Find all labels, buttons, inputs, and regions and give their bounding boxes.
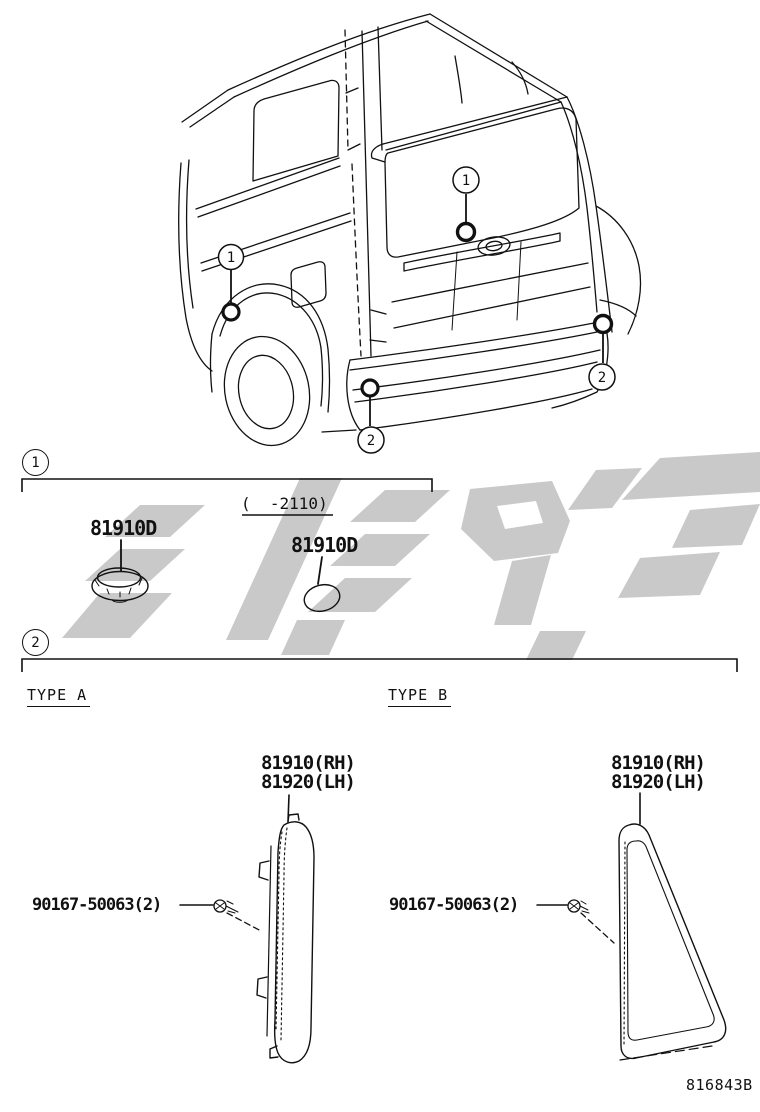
marker-2-right xyxy=(595,316,612,333)
type-b-part-lh[interactable]: 81920(LH) xyxy=(611,771,705,793)
marker-2-left xyxy=(362,380,378,396)
vehicle-callouts xyxy=(219,167,616,453)
section2-number: 2 xyxy=(31,634,40,651)
type-a-screw-label[interactable]: 90167-50063(2) xyxy=(32,895,162,915)
marker-1-gate xyxy=(458,224,475,241)
type-a-assembly xyxy=(180,795,314,1063)
section1-number-bubble[interactable] xyxy=(22,449,49,476)
reflector-type-b-part xyxy=(619,824,726,1058)
diagram-code: 816843B xyxy=(686,1076,753,1094)
callout-2-right-num: 2 xyxy=(597,370,607,386)
type-b-heading: TYPE B xyxy=(388,688,451,707)
section1-bracket xyxy=(22,479,432,492)
production-range-note: ( -2110) xyxy=(241,494,328,513)
section2-number-bubble[interactable] xyxy=(22,629,49,656)
type-a-part-lh[interactable]: 81920(LH) xyxy=(261,771,355,793)
type-b-screw-label[interactable]: 90167-50063(2) xyxy=(389,895,519,915)
section2-bracket xyxy=(22,659,737,672)
callout-1-gate-num: 1 xyxy=(461,173,471,189)
part-label-81910d-oval[interactable]: 81910D xyxy=(291,533,358,557)
marker-1-left xyxy=(223,304,239,320)
type-a-heading: TYPE A xyxy=(27,688,90,707)
reflector-type-a-part xyxy=(275,822,314,1063)
callout-1-left-num: 1 xyxy=(226,250,236,266)
watermark-logo xyxy=(62,452,760,660)
callout-2-left-num: 2 xyxy=(366,433,376,449)
type-a-part-rh[interactable]: 81910(RH) xyxy=(261,752,355,774)
type-b-part-rh[interactable]: 81910(RH) xyxy=(611,752,705,774)
type-b-assembly xyxy=(537,793,726,1060)
section1-number: 1 xyxy=(31,454,40,471)
part-label-81910d-dome[interactable]: 81910D xyxy=(90,516,157,540)
vehicle-rear-illustration xyxy=(179,14,641,454)
